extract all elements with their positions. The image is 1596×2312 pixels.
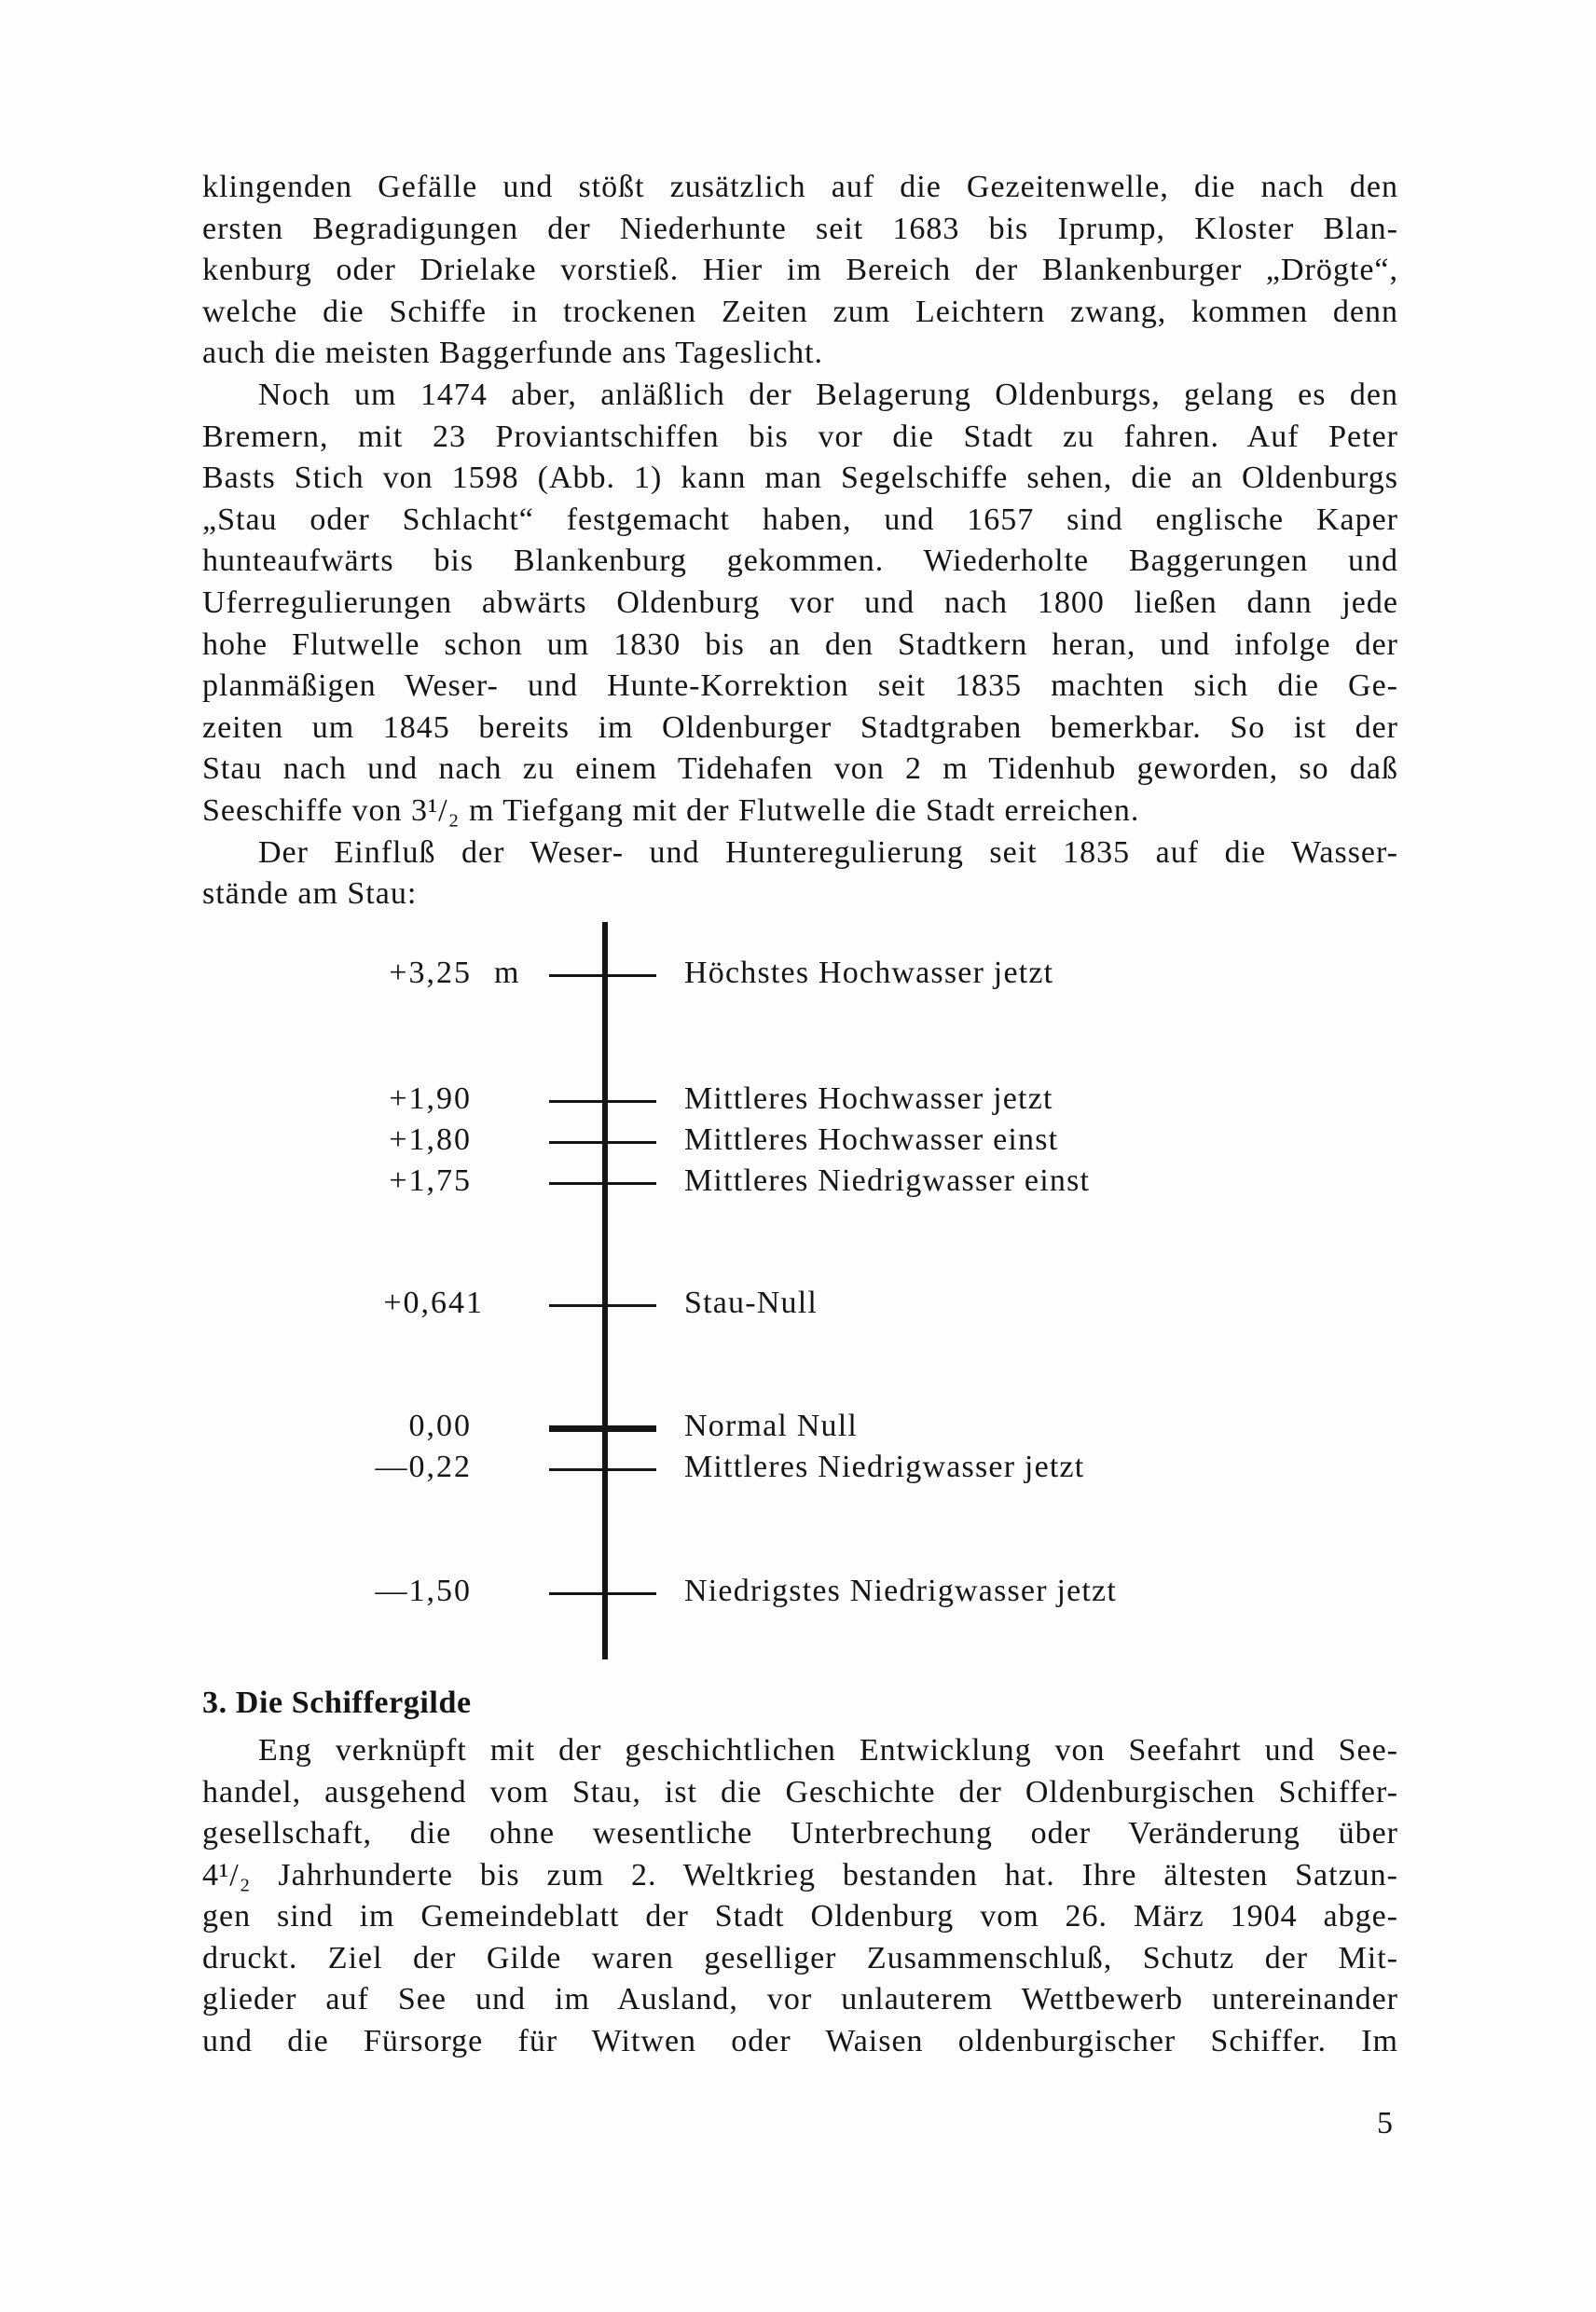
level-row (202, 1406, 1398, 1447)
upper-text-block (202, 167, 1398, 915)
text-line: auch die meisten Baggerfunde ans Tageslicht. (202, 336, 824, 371)
text-line: Bremern, mit 23 Proviantschiffen bis vor die Stadt zu fahren. Auf Peter (202, 419, 1398, 454)
page-number: 5 (1377, 2106, 1394, 2140)
text-line: ersten Begradigungen der Niederhunte seit 1683 bis Iprump, Kloster Blan- (202, 211, 1398, 246)
text-line: glieder auf See und im Ausland, vor unlauterem Wettbewerb untereinander (202, 1982, 1398, 2016)
paragraph-4 (202, 1730, 1398, 2062)
text-line: „Stau oder Schlacht“ festgemacht haben, und 1657 sind englische Kaper (202, 502, 1398, 537)
text-line: gen sind im Gemeindeblatt der Stadt Oldenburg vom 26. März 1904 abge- (202, 1899, 1398, 1934)
level-row (202, 1079, 1398, 1120)
level-tick (549, 1141, 656, 1144)
text-line: Stau nach und nach zu einem Tidehafen von 2 m Tidenhub geworden, so daß (202, 751, 1398, 787)
level-tick (549, 1304, 656, 1307)
text-line: klingenden Gefälle und stößt zusätzlich auf die Gezeitenwelle, die nach den (202, 170, 1398, 204)
text-line: handel, ausgehend vom Stau, ist die Geschichte der Oldenburgischen Schiffer- (202, 1774, 1398, 1810)
level-tick (549, 1100, 656, 1103)
level-label: Mittleres Hochwasser einst (684, 1122, 1059, 1157)
level-value: +1,80 (389, 1122, 472, 1157)
level-label: Mittleres Hochwasser jetzt (684, 1081, 1053, 1116)
water-level-diagram (202, 922, 1398, 1659)
text-line: Seeschiffe von 3¹/₂ m Tiefgang mit der Flutwelle die Stadt erreichen. (202, 792, 1140, 828)
level-label: Stau-Null (684, 1286, 819, 1320)
text-line: Der Einfluß der Weser- und Hunteregulierung seit 1835 auf die Wasser- (258, 834, 1398, 870)
text-line: zeiten um 1845 bereits im Oldenburger Stadtgraben bemerkbar. So ist der (202, 709, 1398, 745)
text-line: kenburg oder Drielake vorstieß. Hier im Bereich der Blankenburger „Drögte“, (202, 253, 1398, 288)
level-value: +1,75 (389, 1163, 472, 1198)
text-line: Uferregulierungen abwärts Oldenburg vor und nach 1800 ließen dann jede (202, 585, 1398, 620)
text-line: Basts Stich von 1598 (Abb. 1) kann man Segelschiffe sehen, die an Oldenburgs (202, 461, 1398, 496)
level-unit: m (494, 956, 520, 990)
text-line: stände am Stau: (202, 876, 418, 912)
paragraph-1 (202, 167, 1398, 375)
level-row (202, 1447, 1398, 1488)
level-value: —0,22 (375, 1450, 472, 1484)
text-line: druckt. Ziel der Gilde waren geselliger Zusammenschluß, Schutz der Mit- (202, 1940, 1398, 1975)
paragraph-3 (202, 833, 1398, 915)
level-tick (549, 974, 656, 977)
text-line: welche die Schiffe in trockenen Zeiten zum Leichtern zwang, kommen denn (202, 294, 1398, 329)
level-row (202, 1120, 1398, 1161)
text-line: Noch um 1474 aber, anläßlich der Belagerung Oldenburgs, gelang es den (258, 377, 1398, 412)
text-line: 4¹/₂ Jahrhunderte bis zum 2. Weltkrieg bestanden hat. Ihre ältesten Satzun- (202, 1857, 1398, 1892)
level-row (202, 1161, 1398, 1202)
level-label: Normal Null (684, 1409, 859, 1443)
level-value: —1,50 (375, 1574, 472, 1608)
level-tick (549, 1425, 656, 1432)
level-row (202, 1283, 1398, 1324)
lower-text-block (202, 1730, 1398, 2062)
level-row (202, 953, 1398, 994)
level-label: Höchstes Hochwasser jetzt (684, 956, 1054, 990)
level-tick (549, 1592, 656, 1595)
level-tick (549, 1468, 656, 1471)
section-heading: 3. Die Schiffergilde (202, 1686, 472, 1720)
text-line: Eng verknüpft mit der geschichtlichen Entwicklung von Seefahrt und See- (258, 1733, 1398, 1768)
level-label: Mittleres Niedrigwasser einst (684, 1163, 1091, 1198)
level-label: Mittleres Niedrigwasser jetzt (684, 1450, 1085, 1484)
text-line: und die Fürsorge für Witwen oder Waisen oldenburgischer Schiffer. Im (202, 2023, 1398, 2058)
text-line: gesellschaft, die ohne wesentliche Unterbrechung oder Veränderung über (202, 1816, 1398, 1851)
level-value: +0,641 (383, 1286, 484, 1320)
level-value: +3,25 (389, 956, 472, 990)
text-line: hohe Flutwelle schon um 1830 bis an den Stadtkern heran, und infolge der (202, 626, 1398, 662)
text-line: planmäßigen Weser- und Hunte-Korrektion seit 1835 machten sich die Ge- (202, 668, 1398, 704)
level-label: Niedrigstes Niedrigwasser jetzt (684, 1574, 1117, 1608)
level-value: 0,00 (408, 1409, 472, 1443)
paragraph-2 (202, 375, 1398, 833)
level-value: +1,90 (389, 1081, 472, 1116)
level-row (202, 1571, 1398, 1612)
text-line: hunteaufwärts bis Blankenburg gekommen. Wiederholte Baggerungen und (202, 544, 1398, 579)
level-tick (549, 1182, 656, 1185)
